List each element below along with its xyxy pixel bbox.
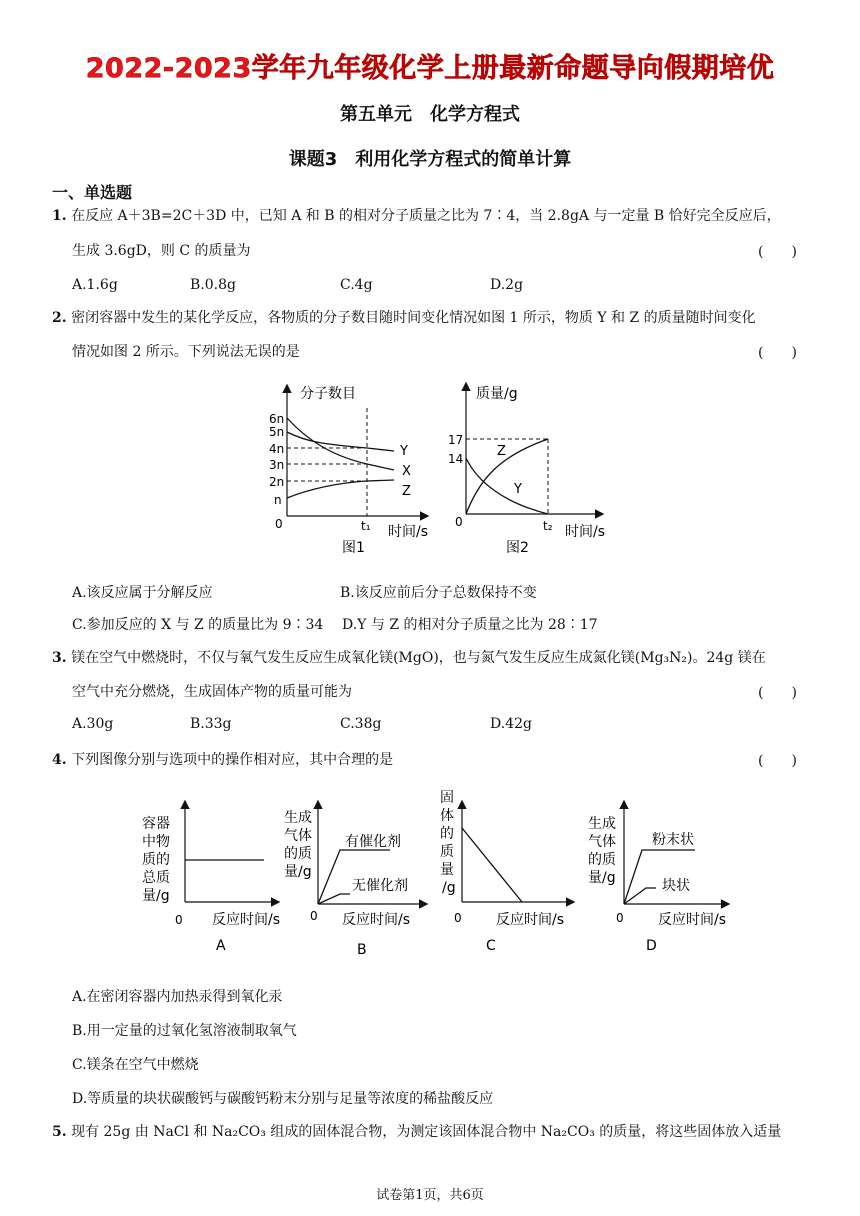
graph-c-letter: C <box>486 938 496 954</box>
answer-bracket: ( ) <box>758 685 797 701</box>
graph-b-label-top: 有催化剂 <box>345 834 401 850</box>
graph-c-xlabel: 反应时间/s <box>496 912 565 928</box>
fig2-t-label: t₂ <box>543 519 553 533</box>
option-b: B.0.8g <box>190 277 236 293</box>
graph-d-origin: 0 <box>616 911 624 925</box>
question-number: 5. <box>52 1124 67 1140</box>
fig1-series-x: X <box>402 464 411 479</box>
section-heading: 一、单选题 <box>52 183 133 202</box>
question-4 <box>52 750 393 770</box>
answer-bracket: ( ) <box>758 345 797 361</box>
fig1-line-x <box>287 418 394 470</box>
question-text: 镁在空气中燃烧时，不仅与氧气发生反应生成氧化镁(MgO)，也与氮气发生反应生成氮化镁(Mg₃N₂)。24g 镁在 <box>71 650 766 666</box>
fig1-ytick: n <box>274 493 282 507</box>
graph-d-ylabel: 生成 气体 的质 量/g <box>588 816 616 886</box>
fig2-series-y: Y <box>514 482 522 497</box>
figure-1 <box>262 378 442 558</box>
graph-a-letter: A <box>216 938 226 954</box>
fig2-ytick: 17 <box>448 433 464 447</box>
fig1-t-label: t₁ <box>361 519 371 533</box>
fig2-ytick: 14 <box>448 452 464 466</box>
question-2 <box>52 308 756 328</box>
question-number: 2. <box>52 310 67 326</box>
graph-c-origin: 0 <box>454 911 462 925</box>
graph-b <box>284 802 426 958</box>
graph-b-ylabel: 生成 气体 的质 量/g <box>284 810 312 880</box>
fig2-xlabel: 时间/s <box>565 524 606 540</box>
option-c: C.参加反应的 X 与 Z 的质量比为 9∶34 <box>72 617 324 633</box>
answer-bracket: ( ) <box>758 753 797 769</box>
fig2-caption: 图2 <box>506 540 529 556</box>
option-c: C.镁条在空气中燃烧 <box>72 1057 199 1073</box>
question-1 <box>52 206 781 226</box>
question-text-line2: 生成 3.6gD，则 C 的质量为 <box>72 243 251 259</box>
graph-c-ylabel: 固 体 的 质 量 /g <box>440 790 456 896</box>
question-number: 1. <box>52 208 67 224</box>
graph-d-letter: D <box>646 938 657 954</box>
banner-title: 2022-2023学年九年级化学上册最新命题导向假期培优 <box>85 53 775 84</box>
fig1-caption: 图1 <box>342 540 365 556</box>
fig2-ylabel: 质量/g <box>476 386 518 402</box>
option-a: A.该反应属于分解反应 <box>72 585 213 601</box>
option-d: D.2g <box>490 277 524 293</box>
question-text: 下列图像分别与选项中的操作相对应，其中合理的是 <box>71 752 394 768</box>
graph-d-label-top: 粉末状 <box>652 832 694 848</box>
answer-bracket: ( ) <box>758 244 797 260</box>
question-text: 在反应 A＋3B=2C＋3D 中，已知 A 和 B 的相对分子质量之比为 7∶4，当 2.8gA 与一定量 B 恰好完全反应后， <box>71 208 781 224</box>
fig1-ylabel: 分子数目 <box>300 386 356 402</box>
question-text-line2: 情况如图 2 所示。下列说法无误的是 <box>72 344 300 360</box>
figure-2 <box>440 378 620 558</box>
fig1-line-z <box>287 480 394 498</box>
fig2-origin: 0 <box>455 515 463 529</box>
fig1-ytick: 3n <box>269 458 285 472</box>
option-a: A.1.6g <box>72 277 118 293</box>
option-c: C.38g <box>340 716 382 732</box>
graph-b-origin: 0 <box>310 909 318 923</box>
graph-a-ylabel: 容器 中物 质的 总质 量/g <box>142 816 170 904</box>
option-b: B.该反应前后分子总数保持不变 <box>340 585 537 601</box>
graph-b-catalyst-line <box>318 850 390 904</box>
graph-a-origin: 0 <box>175 913 183 927</box>
graph-a <box>142 802 280 954</box>
graph-b-nocatalyst-line <box>318 894 350 904</box>
graph-b-xlabel: 反应时间/s <box>342 912 411 928</box>
question-5 <box>52 1122 781 1142</box>
question-text-line2: 空气中充分燃烧，生成固体产物的质量可能为 <box>72 684 352 700</box>
fig1-ytick: 5n <box>269 425 285 439</box>
option-a: A.30g <box>72 716 114 732</box>
graph-b-letter: B <box>357 942 367 958</box>
graph-c-line <box>462 828 522 902</box>
fig2-line-y <box>466 458 548 514</box>
fig1-origin: 0 <box>275 517 283 531</box>
option-d: D.Y 与 Z 的相对分子质量之比为 28∶17 <box>342 617 598 633</box>
graph-a-xlabel: 反应时间/s <box>212 912 281 928</box>
graph-d-xlabel: 反应时间/s <box>658 912 727 928</box>
option-a: A.在密闭容器内加热汞得到氧化汞 <box>72 989 283 1005</box>
fig1-ytick: 4n <box>269 442 285 456</box>
option-b: B.用一定量的过氧化氢溶液制取氧气 <box>72 1023 297 1039</box>
fig1-xlabel: 时间/s <box>388 524 429 540</box>
question-text: 密闭容器中发生的某化学反应，各物质的分子数目随时间变化情况如图 1 所示，物质 Y 和 Z 的质量随时间变化 <box>71 310 756 326</box>
question-number: 4. <box>52 752 67 768</box>
question-3 <box>52 648 766 668</box>
unit-title: 第五单元 化学方程式 <box>340 104 520 125</box>
graph-d <box>588 802 728 954</box>
fig1-ytick: 6n <box>269 412 285 426</box>
fig2-series-z: Z <box>497 444 506 459</box>
graph-b-label-bottom: 无催化剂 <box>352 878 408 894</box>
fig1-series-y: Y <box>400 444 408 459</box>
option-d: D.等质量的块状碳酸钙与碳酸钙粉末分别与足量等浓度的稀盐酸反应 <box>72 1091 494 1107</box>
graph-d-label-bottom: 块状 <box>662 878 690 894</box>
option-b: B.33g <box>190 716 232 732</box>
page-footer: 试卷第1页，共6页 <box>376 1188 484 1203</box>
question-number: 3. <box>52 650 67 666</box>
option-c: C.4g <box>340 277 373 293</box>
fig1-ytick: 2n <box>269 475 285 489</box>
q4-graphs <box>130 784 750 964</box>
graph-c <box>440 790 573 954</box>
option-d: D.42g <box>490 716 532 732</box>
fig1-series-z: Z <box>402 484 411 499</box>
question-text: 现有 25g 由 NaCl 和 Na₂CO₃ 组成的固体混合物，为测定该固体混合物中 Na₂CO₃ 的质量，将这些固体放入适量 <box>71 1124 782 1140</box>
lesson-title: 课题3 利用化学方程式的简单计算 <box>288 149 572 170</box>
